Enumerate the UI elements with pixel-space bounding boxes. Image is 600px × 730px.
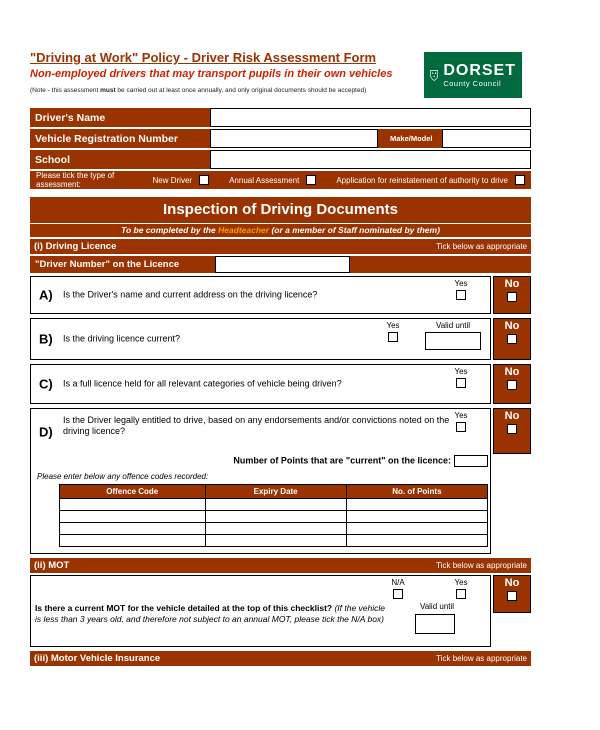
mot-yes-checkbox[interactable] <box>456 589 466 599</box>
mot-question-row <box>30 575 531 647</box>
question-c-letter: C) <box>39 376 53 392</box>
offence-header-row <box>60 485 488 499</box>
driver-name-input[interactable] <box>210 108 531 127</box>
assessment-form <box>30 50 531 668</box>
offence-row <box>60 523 488 535</box>
question-b-valid-until-input[interactable] <box>425 332 481 350</box>
question-d-yes-label: Yes <box>454 411 468 420</box>
form-header <box>30 50 531 108</box>
school-label: School <box>35 153 71 166</box>
question-d-no-checkbox[interactable] <box>507 424 517 434</box>
question-a-no-label: No <box>504 278 520 290</box>
question-c-yes-block <box>446 367 476 388</box>
question-a-letter: A) <box>39 287 53 303</box>
question-c-text: Is a full licence held for all relevant categories of vehicle being driven? <box>63 378 342 389</box>
mot-na-label: N/A <box>391 578 405 587</box>
mot-no-label: No <box>504 577 520 589</box>
question-a-yes-block <box>446 279 476 300</box>
section-i-title: (i) Driving Licence <box>34 241 117 252</box>
driver-name-row <box>30 108 531 127</box>
question-c-row <box>30 364 531 404</box>
points-input[interactable] <box>454 455 488 467</box>
assessment-option-reinstatement: Application for reinstatement of authority to drive <box>336 175 508 185</box>
offence-cell[interactable] <box>60 535 206 547</box>
question-a-no-checkbox[interactable] <box>507 292 517 302</box>
inspection-header: Inspection of Driving Documents <box>30 197 531 223</box>
offence-cell[interactable] <box>205 535 346 547</box>
vehicle-reg-label: Vehicle Registration Number <box>35 132 178 145</box>
points-label: Number of Points that are "current" on the licence: <box>233 455 451 466</box>
school-input[interactable] <box>210 150 531 169</box>
completed-by-highlight: Headteacher <box>218 225 270 235</box>
section-iii-bar <box>30 651 531 666</box>
section-iii-title: (iii) Motor Vehicle Insurance <box>34 653 161 664</box>
section-i-bar <box>30 239 531 254</box>
question-a-yes-label: Yes <box>454 279 468 288</box>
question-b-row <box>30 318 531 360</box>
offence-cell[interactable] <box>346 499 487 511</box>
question-b-valid-block <box>418 321 488 350</box>
assessment-reinstatement-checkbox[interactable] <box>515 175 525 185</box>
expiry-date-header: Expiry Date <box>205 485 346 499</box>
mot-no-col <box>493 575 531 647</box>
assessment-type-row <box>30 171 531 189</box>
logo-name: DORSET <box>443 62 516 79</box>
question-d-yes-block <box>446 411 476 432</box>
question-a-no-cell <box>493 276 531 314</box>
driver-number-label: "Driver Number" on the Licence <box>35 259 180 270</box>
offence-cell[interactable] <box>60 499 206 511</box>
offence-note: Please enter below any offence codes recorded: <box>37 472 209 481</box>
assessment-label: Please tick the type of assessment: <box>36 171 115 189</box>
offence-cell[interactable] <box>205 523 346 535</box>
mot-yes-block <box>446 578 476 599</box>
page-title: "Driving at Work" Policy - Driver Risk Assessment Form <box>30 50 377 65</box>
mot-question-note: (If the vehicle is less than 3 years old, and therefore not subject to an annual MOT, please tick the N/A box) <box>35 603 386 624</box>
question-b-valid-until-label: Valid until <box>435 321 471 330</box>
vehicle-reg-row <box>30 129 531 148</box>
offence-code-header: Offence Code <box>60 485 206 499</box>
points-line <box>31 455 490 471</box>
question-b-no-cell <box>493 318 531 360</box>
driver-number-row <box>30 256 531 273</box>
offence-cell[interactable] <box>205 499 346 511</box>
mot-question-main: Is there a current MOT for the vehicle detailed at the top of this checklist? <box>35 603 333 613</box>
school-row <box>30 150 531 169</box>
section-ii-title: (ii) MOT <box>34 560 70 571</box>
section-i-tick-note: Tick below as appropriate <box>436 242 527 251</box>
question-c-cell <box>30 364 491 404</box>
question-b-cell <box>30 318 491 360</box>
offence-cell[interactable] <box>346 523 487 535</box>
assessment-option-new-driver: New Driver <box>152 175 193 185</box>
offence-cell[interactable] <box>346 511 487 523</box>
driver-name-label: Driver's Name <box>35 111 106 124</box>
question-c-no-label: No <box>504 366 520 378</box>
question-c-no-cell <box>493 364 531 404</box>
mot-valid-block <box>411 602 463 634</box>
question-a-no-col <box>493 276 531 314</box>
question-c-yes-checkbox[interactable] <box>456 378 466 388</box>
mot-question-cell <box>30 575 491 647</box>
mot-no-checkbox[interactable] <box>507 591 517 601</box>
question-d-question <box>31 409 490 455</box>
question-b-text: Is the driving licence current? <box>63 333 181 344</box>
offence-cell[interactable] <box>346 535 487 547</box>
question-c-yes-label: Yes <box>454 367 468 376</box>
question-c-no-checkbox[interactable] <box>507 380 517 390</box>
section-ii-bar <box>30 558 531 573</box>
question-a-yes-checkbox[interactable] <box>456 290 466 300</box>
assessment-new-driver-checkbox[interactable] <box>199 175 209 185</box>
question-a-text: Is the Driver's name and current address on the driving licence? <box>63 289 318 300</box>
logo-text <box>443 62 516 88</box>
mot-valid-until-input[interactable] <box>415 614 455 634</box>
question-a-cell <box>30 276 491 314</box>
question-a-row <box>30 276 531 314</box>
question-b-no-label: No <box>504 320 520 332</box>
mot-no-cell <box>493 575 531 613</box>
mot-na-checkbox[interactable] <box>393 589 403 599</box>
assessment-option-annual: Annual Assessment <box>229 175 300 185</box>
make-model-label: Make/Model <box>390 134 433 143</box>
question-b-yes-block <box>378 321 408 342</box>
question-d-no-col <box>493 408 531 554</box>
question-d-text: Is the Driver legally entitled to drive, based on any endorsements and/or convictions noted on the driving licence? <box>63 415 450 436</box>
make-model-input[interactable] <box>442 129 531 148</box>
question-d-no-label: No <box>504 410 520 422</box>
offence-cell[interactable] <box>60 511 206 523</box>
assessment-annual-checkbox[interactable] <box>306 175 316 185</box>
completed-by-prefix: To be completed by the <box>121 225 219 235</box>
driver-number-input[interactable] <box>215 256 350 273</box>
question-d-no-cell <box>493 408 531 454</box>
question-b-yes-label: Yes <box>386 321 400 330</box>
question-d-cell <box>30 408 491 554</box>
mot-na-block <box>383 578 413 599</box>
offence-cell[interactable] <box>205 511 346 523</box>
section-ii-tick-note: Tick below as appropriate <box>436 561 527 570</box>
note-bold: must <box>100 87 116 94</box>
completed-by-suffix: (or a member of Staff nominated by them) <box>269 225 440 235</box>
note-suffix: be carried out at least once annually, and only original documents should be accepted) <box>115 87 367 94</box>
offence-cell[interactable] <box>60 523 206 535</box>
vehicle-reg-input[interactable] <box>210 129 378 148</box>
question-d-letter: D) <box>39 424 53 440</box>
mot-valid-until-label: Valid until <box>419 602 455 611</box>
question-b-no-col <box>493 318 531 360</box>
page-subtitle: Non-employed drivers that may transport pupils in their own vehicles <box>30 68 393 80</box>
mot-question-text <box>35 603 387 625</box>
no-of-points-header: No. of Points <box>346 485 487 499</box>
section-iii-tick-note: Tick below as appropriate <box>436 654 527 663</box>
question-b-yes-checkbox[interactable] <box>388 332 398 342</box>
dorset-crest-icon <box>430 62 438 89</box>
offence-table <box>59 484 488 547</box>
offence-row <box>60 535 488 547</box>
dorset-logo <box>424 52 522 98</box>
question-b-no-checkbox[interactable] <box>507 334 517 344</box>
inspection-subtitle <box>30 224 531 237</box>
offence-row <box>60 511 488 523</box>
logo-subname: County Council <box>443 79 502 88</box>
question-b-letter: B) <box>39 331 53 347</box>
question-c-no-col <box>493 364 531 404</box>
offence-row <box>60 499 488 511</box>
mot-yes-label: Yes <box>454 578 468 587</box>
question-d-row <box>30 408 531 554</box>
note-prefix: (Note - this assessment <box>30 87 101 94</box>
question-d-yes-checkbox[interactable] <box>456 422 466 432</box>
